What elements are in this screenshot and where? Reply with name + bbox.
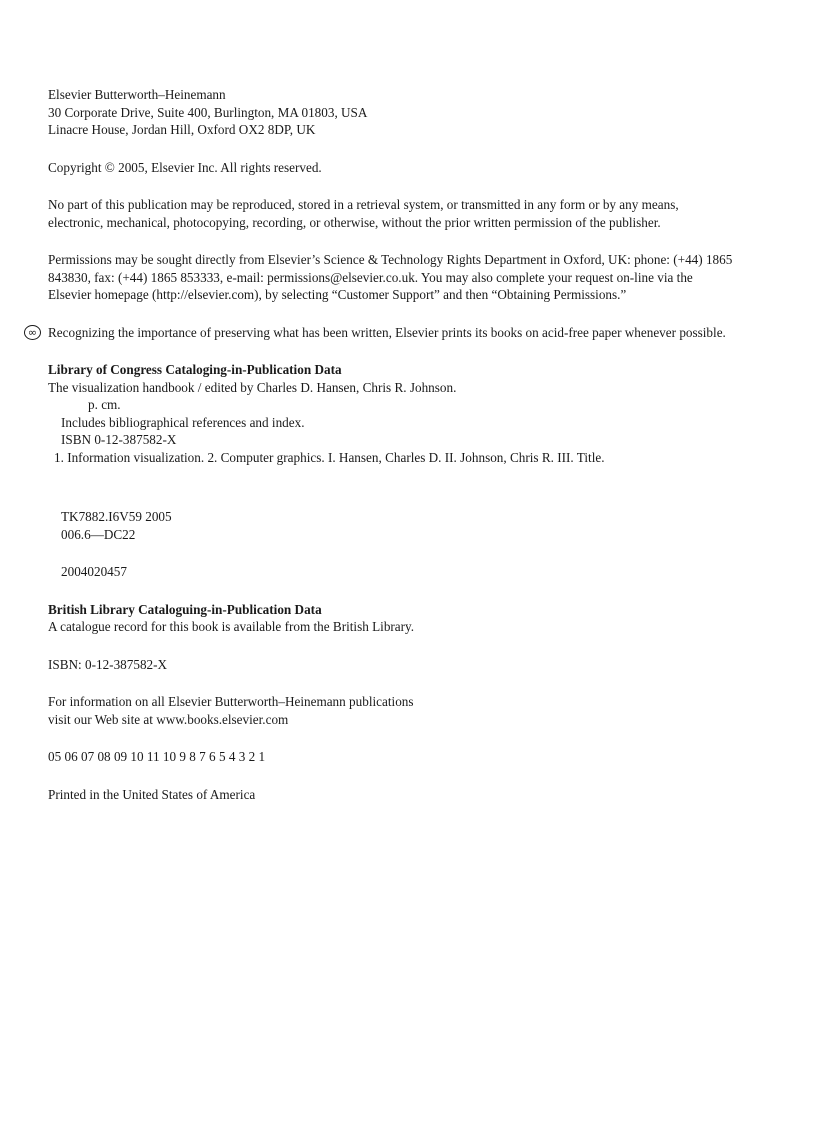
loc-title-line: The visualization handbook / edited by Charles D. Hansen, Chris R. Johnson. [48,379,457,395]
loc-dewey: 006.6—DC22 [61,526,136,542]
loc-pcm: p. cm. [88,397,121,412]
permissions-notice [48,251,788,304]
print-line-block [48,748,788,766]
loc-isbn: ISBN 0-12-387582-X [61,432,177,447]
copyright-text: Copyright © 2005, Elsevier Inc. All rights reserved. [48,159,322,175]
info-block [48,693,788,728]
loc-subjects: 1. Information visualization. 2. Computer graphics. I. Hansen, Charles D. II. Johnson, Chris R. III. Title. [54,449,605,465]
isbn-text: ISBN: 0-12-387582-X [48,656,168,672]
rights-notice [48,196,788,231]
print-line: 05 06 07 08 09 10 11 10 9 8 7 6 5 4 3 2 1 [48,749,266,764]
info-line-2: visit our Web site at www.books.elsevier.com [48,711,289,727]
rights-line-2: electronic, mechanical, photocopying, recording, or otherwise, without the prior written permission of the publisher. [48,214,661,230]
acid-free-text: Recognizing the importance of preserving what has been written, Elsevier prints its books on acid-free paper whenever possible. [48,324,726,340]
acid-free-notice [27,324,788,342]
loc-lccn: 2004020457 [61,564,127,579]
copyright-page [27,86,788,803]
bl-cip-block [48,601,788,636]
info-line-1: For information on all Elsevier Butterworth–Heinemann publications [48,694,414,709]
permissions-line-1: Permissions may be sought directly from Elsevier’s Science & Technology Rights Department in Oxford, UK: phone: (+44) 1865 [48,252,733,267]
publisher-block [48,86,788,139]
loc-lccn-block [48,563,788,581]
loc-includes: Includes bibliographical references and index. [61,414,305,430]
publisher-name: Elsevier Butterworth–Heinemann [48,87,226,102]
isbn-block [48,656,788,674]
printed-in: Printed in the United States of America [48,786,256,802]
bl-heading: British Library Cataloguing-in-Publication Data [48,601,322,617]
loc-heading: Library of Congress Cataloging-in-Publication Data [48,362,342,377]
bl-text: A catalogue record for this book is available from the British Library. [48,619,415,634]
printed-in-block [48,786,788,804]
rights-line-1: No part of this publication may be reproduced, stored in a retrieval system, or transmitted in any form or by any means, [48,197,679,212]
loc-cip-block [48,361,788,466]
publisher-address-us: 30 Corporate Drive, Suite 400, Burlington, MA 01803, USA [48,104,368,120]
publisher-address-uk: Linacre House, Jordan Hill, Oxford OX2 8DP, UK [48,122,316,137]
copyright-notice [48,159,788,177]
permissions-line-2: 843830, fax: (+44) 1865 853333, e-mail: permissions@elsevier.co.uk. You may also complete your request on-line via the [48,269,693,285]
permissions-line-3: Elsevier homepage (http://elsevier.com), by selecting “Customer Support” and then “Obtaining Permissions.” [48,287,627,302]
loc-classification [48,508,788,543]
loc-call-number: TK7882.I6V59 2005 [61,509,172,524]
infinity-icon: ∞ [24,325,41,340]
